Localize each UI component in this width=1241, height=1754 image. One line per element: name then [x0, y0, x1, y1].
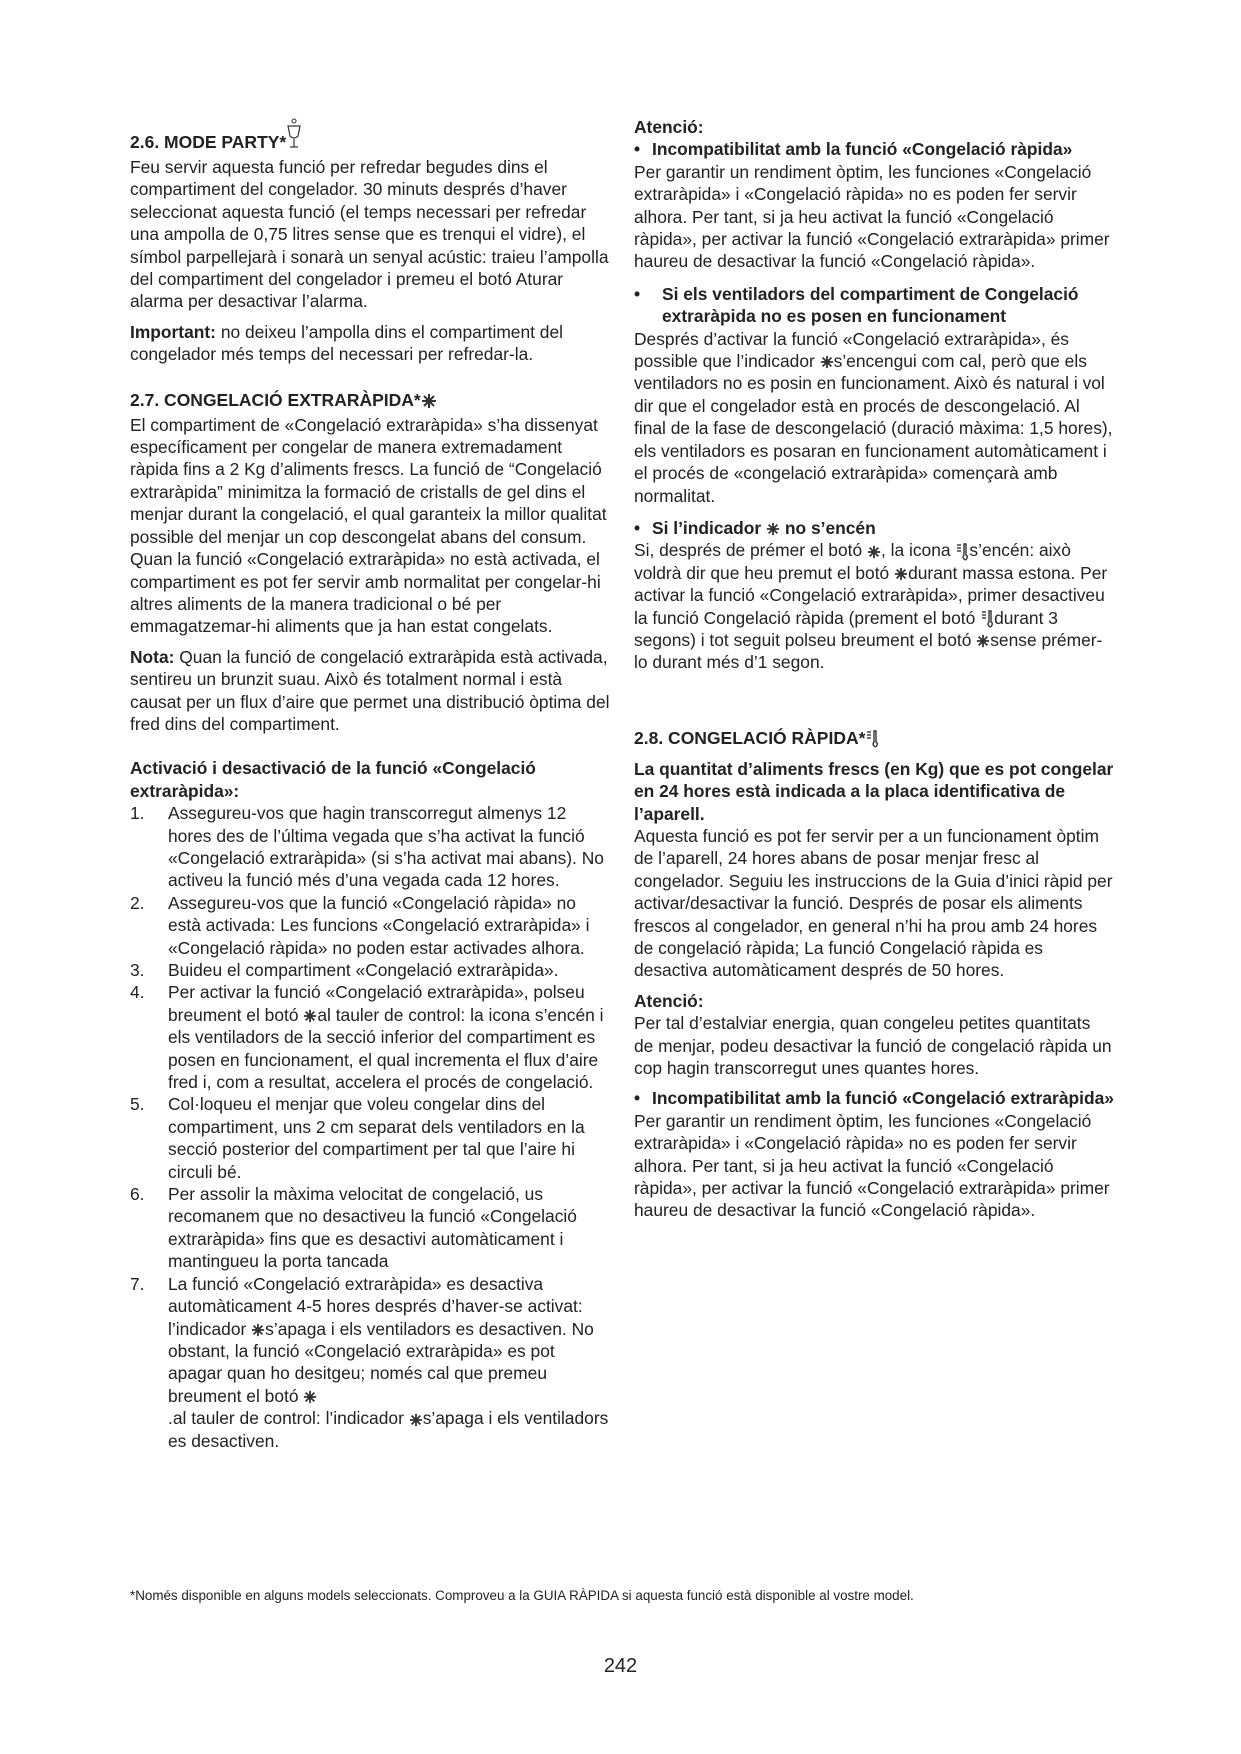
snowflake-fan-icon [409, 1413, 423, 1427]
page-number: 242 [603, 1655, 638, 1677]
rapid-paragraph: Aquesta funció es pot fer servir per a un funcionament òptim de l’aparell, 24 hores abans de posar menjar fresc al congelador. Seguiu les instruccions de la Guia d’inici ràpid per activar/desactivar la funció. Després de posar els aliments frescos al congelador, en general n’hi ha prou amb 24 hores de congelació ràpida; La funció Congelació ràpida es desactiva automàticament després de 50 hores. [634, 825, 1113, 981]
fans-paragraph: Després d’activar la funció «Congelació extraràpida», és possible que l’indicador s’encengui com cal, però que els ventiladors no es posin en funcionament. Això és natural i vol dir que el congelador està en procés de descongelació. Al final de la fase de descongelació (duració màxima: 1,5 hores), els ventiladors es posaran en funcionament automàticament i el procés de «congelació extraràpida» començarà amb normalitat. [634, 328, 1113, 506]
section-2-7-title: 2.7. CONGELACIÓ EXTRARÀPIDA* [130, 388, 610, 412]
footnote: *Només disponible en alguns models seleccionats. Comproveu a la GUIA RÀPIDA si aquesta funció està disponible al vostre model. [130, 1588, 914, 1603]
snowflake-fan-icon [820, 355, 834, 369]
list-item: 7. La funció «Congelació extraràpida» es desactiva automàticament 4-5 hores després d’haver-se activat: l’indicador s’apaga i els ventiladors es desactiven. No obstant, la funció «Congelació extraràpida» es pot apagar quan ho desitgeu; només cal que premeu breument el botó .al tauler de control: l’indicador s’apaga i els ventiladors es desactiven. [130, 1273, 609, 1451]
extra-nota: Nota: Quan la funció de congelació extraràpida està activada, sentireu un brunzit suau. Això és totalment normal i està causat per un flux d’aire que permet una distribució òptima del fred dins del compartiment. [130, 646, 610, 734]
snowflake-fan-icon [766, 522, 780, 536]
rapid-freeze-icon [980, 610, 994, 628]
bullet-heading: • Incompatibilitat amb la funció «Congelació extraràpida» [634, 1088, 1114, 1109]
list-item: 6. Per assolir la màxima velocitat de congelació, us recomanem que no desactiveu la funció «Congelació extraràpida» fins que es desactivi automàticament i mantingueu la porta tancada [130, 1184, 577, 1272]
rapid-freeze-icon [865, 730, 879, 748]
right-column [634, 116, 1114, 1222]
rapid-intro: La quantitat d’aliments frescs (en Kg) que es pot congelar en 24 hores està indicada a la placa identificativa de l’aparell. [634, 758, 1114, 824]
bullet-heading: • Si els ventiladors del compartiment de Congelació extraràpida no es posen en funcionament [634, 283, 1079, 327]
attention-label: Atenció: [634, 990, 704, 1011]
snowflake-fan-icon [421, 393, 437, 409]
section-2-8-title: 2.8. CONGELACIÓ RÀPIDA* [634, 726, 1114, 750]
list-item: 2. Assegureu-vos que la funció «Congelació ràpida» no està activada: Les funcions «Congelació extraràpida» i «Congelació ràpida» no poden estar activades alhora. [130, 892, 590, 958]
attention-paragraph: Per garantir un rendiment òptim, les funciones «Congelació extraràpida» i «Congelació ràpida» no es poden fer servir alhora. Per tant, si ja heu activat la funció «Congelació ràpida», per activar la funció «Congelació extraràpida» primer haureu de desactivar la funció «Congelació ràpida». [634, 161, 1110, 272]
snowflake-fan-icon [303, 1390, 317, 1404]
rapid-attention-paragraph: Per tal d’estalviar energia, quan congeleu petites quantitats de menjar, podeu desactivar la funció de congelació ràpida un cop hagin transcorregut unes quantes hores. [634, 1013, 1112, 1079]
snowflake-fan-icon [894, 567, 908, 581]
rapid-freeze-icon [955, 543, 969, 561]
indicator-paragraph: Si, després de prémer el botó , la icona s’encén: això voldrà dir que heu premut el botó durant massa estona. Per activar la funció «Congelació extraràpida», primer desactiveu la funció Congelació ràpida (prement el botó durant 3 segons) i tot seguit polseu breument el botó sense prémer-lo durant més d’1 segon. [634, 540, 1108, 673]
list-item: 3. Buideu el compartiment «Congelació extraràpida». [130, 960, 559, 980]
party-glass-icon [286, 118, 302, 150]
snowflake-fan-icon [976, 634, 990, 648]
list-item: 1. Assegureu-vos que hagin transcorregut almenys 12 hores des de l’última vegada que s’ha activat la funció «Congelació extraràpida» (si s’ha activat mai abans). No activeu la funció més d’una vegada cada 12 hores. [130, 803, 604, 891]
section-2-6-title: 2.6. MODE PARTY* [130, 118, 610, 154]
rapid-incompat-paragraph: Per garantir un rendiment òptim, les funciones «Congelació extraràpida» i «Congelació ràpida» no es poden fer servir alhora. Per tant, si ja heu activat la funció «Congelació ràpida», per activar la funció «Congelació extraràpida» primer haureu de desactivar la funció «Congelació ràpida». [634, 1110, 1110, 1221]
bullet-heading: • Si l’indicador no s’encén [634, 517, 876, 538]
bullet-heading: • Incompatibilitat amb la funció «Congelació ràpida» [634, 139, 1073, 160]
snowflake-fan-icon [251, 1323, 265, 1337]
extra-paragraph: El compartiment de «Congelació extraràpida» s’ha dissenyat específicament per congelar de manera extremadament ràpida fins a 2 Kg d’aliments frescs. La funció de “Congelació extraràpida” minimitza la formació de cristalls de gel dins el menjar durant la congelació, el qual garanteix la millor qualitat possible del menjar un cop descongelat abans del consum. Quan la funció «Congelació extraràpida» no està activada, el compartiment es pot fer servir amb normalitat per congelar-hi altres aliments de la manera tradicional o bé per emmagatzemar-hi aliments que ja han estat congelats. [130, 414, 607, 637]
party-paragraph: Feu servir aquesta funció per refredar begudes dins el compartiment del congelador. 30 minuts després d’haver seleccionat aquesta funció (el temps necessari per refredar una ampolla de 0,75 litres sense que es trenqui el vidre), el símbol parpellejarà i sonarà un senyal acústic: traieu l’ampolla del compartiment del congelador i premeu el botó Aturar alarma per desactivar l’alarma. [130, 157, 609, 312]
list-item: 5. Col·loqueu el menjar que voleu congelar dins del compartiment, uns 2 cm separat dels ventiladors en la secció posterior del compartiment per tal que l’aire hi circuli bé. [130, 1094, 585, 1182]
attention-label: Atenció: [634, 117, 704, 137]
snowflake-fan-icon [867, 545, 881, 559]
activation-title: Activació i desactivació de la funció «Congelació extraràpida»: [130, 758, 536, 801]
activation-steps [130, 802, 610, 1452]
snowflake-fan-icon [303, 1009, 317, 1023]
left-column [130, 118, 610, 1452]
party-important-note: Important: no deixeu l’ampolla dins el compartiment del congelador més temps del necessari per refredar-la. [130, 321, 564, 365]
list-item: 4. Per activar la funció «Congelació extraràpida», polseu breument el botó al tauler de control: la icona s’encén i els ventiladors de la secció inferior del compartiment es posen en funcionament, el qual incrementa el flux d’aire fred i, com a resultat, accelera el procés de congelació. [130, 982, 604, 1093]
